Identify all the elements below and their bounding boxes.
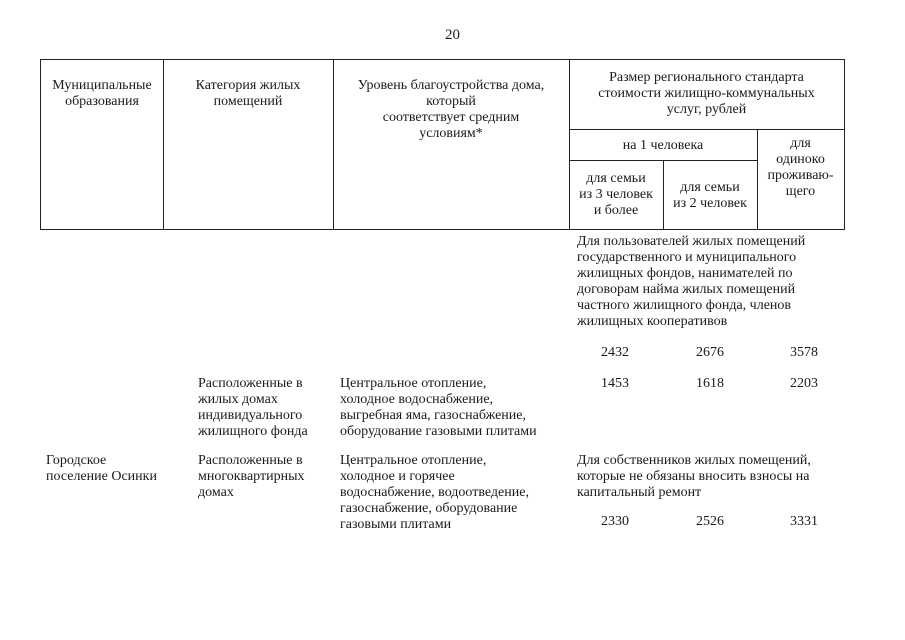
note-users: Для пользователей жилых помещений государственного и муниципального жилищных фондов, нанимателей по договорам найма жилых помещений частного жилищного фонда, членов жилищных кооперативов (577, 234, 806, 329)
header-standard: Размер регионального стандарта стоимости жилищно-коммунальных услуг, рублей (598, 70, 815, 117)
row1-single-value: 3578 (790, 345, 818, 360)
row3-level: Центральное отопление, холодное и горячее водоснабжение, водоотведение, газоснабжение, оборудование газовыми плитами (340, 453, 529, 532)
row1-family3-value: 2432 (601, 345, 629, 360)
row3-family3-value: 2330 (601, 514, 629, 529)
header-municipality: Муниципальные образования (52, 78, 152, 109)
header-per-person: на 1 человека (622, 138, 704, 153)
header-level: Уровень благоустройства дома, который соответствует средним условиям* (357, 78, 545, 141)
header-single: для одиноко проживаю- щего (767, 136, 834, 199)
note-owners: Для собственников жилых помещений, которые не обязаны вносить взносы на капитальный ремонт (577, 453, 811, 500)
row2-category: Расположенные в жилых домах индивидуального жилищного фонда (198, 376, 308, 439)
page-number: 20 (445, 27, 460, 43)
row2-family3-value: 1453 (601, 376, 629, 391)
row2-single-value: 2203 (790, 376, 818, 391)
row2-level: Центральное отопление, холодное водоснабжение, выгребная яма, газоснабжение, оборудование газовыми плитами (340, 376, 537, 439)
row3-category: Расположенные в многоквартирных домах (198, 453, 305, 500)
header-family-3: для семьи из 3 человек и более (579, 171, 653, 218)
row3-single-value: 3331 (790, 514, 818, 529)
row-divider (569, 129, 844, 130)
header-family-2: для семьи из 2 человек (673, 180, 747, 211)
row1-family2-value: 2676 (696, 345, 724, 360)
table-header (40, 59, 845, 230)
header-category: Категория жилых помещений (195, 78, 301, 109)
row3-family2-value: 2526 (696, 514, 724, 529)
row2-family2-value: 1618 (696, 376, 724, 391)
municipality-name: Городское поселение Осинки (46, 453, 157, 484)
